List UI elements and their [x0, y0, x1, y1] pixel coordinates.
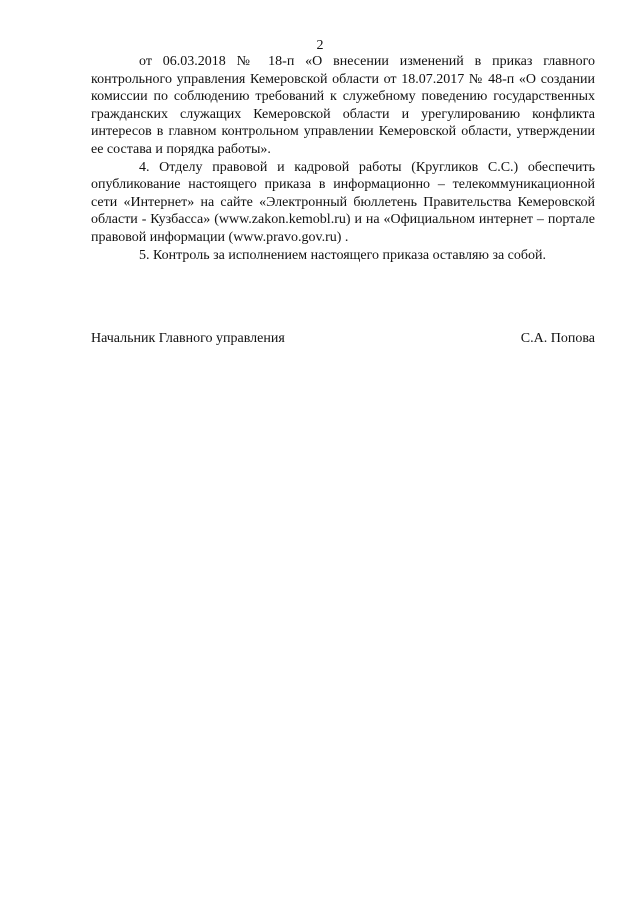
document-body: [91, 53, 595, 264]
signatory-position: Начальник Главного управления: [91, 331, 285, 346]
paragraph-item-5: 5. Контроль за исполнением настоящего приказа оставляю за собой.: [139, 247, 547, 263]
paragraph-continuation: от 06.03.2018 № 18-п «О внесении изменений в приказ главного контрольного управления Кемеровской области от 18.07.2017 № 48-п «О создании комиссии по соблюдению требований к служебному поведению государственных гражданских служащих Кемеровской области и урегулированию конфликта интересов в главном контрольном управлении Кемеровской области, утверждении ее состава и порядка работы».: [91, 54, 595, 157]
signatory-name: С.А. Попова: [520, 331, 595, 346]
page-number: 2: [316, 38, 324, 53]
signature-block: [91, 331, 595, 347]
paragraph-item-4: 4. Отделу правовой и кадровой работы (Кругликов С.С.) обеспечить опубликование настоящего приказа в информационно – телекоммуникационной сети «Интернет» на сайте «Электронный бюллетень Правительства Кемеровской области - Кузбасса» (www.zakon.kemobl.ru) и на «Официальном интернет – портале правовой информации (www.pravo.gov.ru) .: [91, 159, 595, 245]
